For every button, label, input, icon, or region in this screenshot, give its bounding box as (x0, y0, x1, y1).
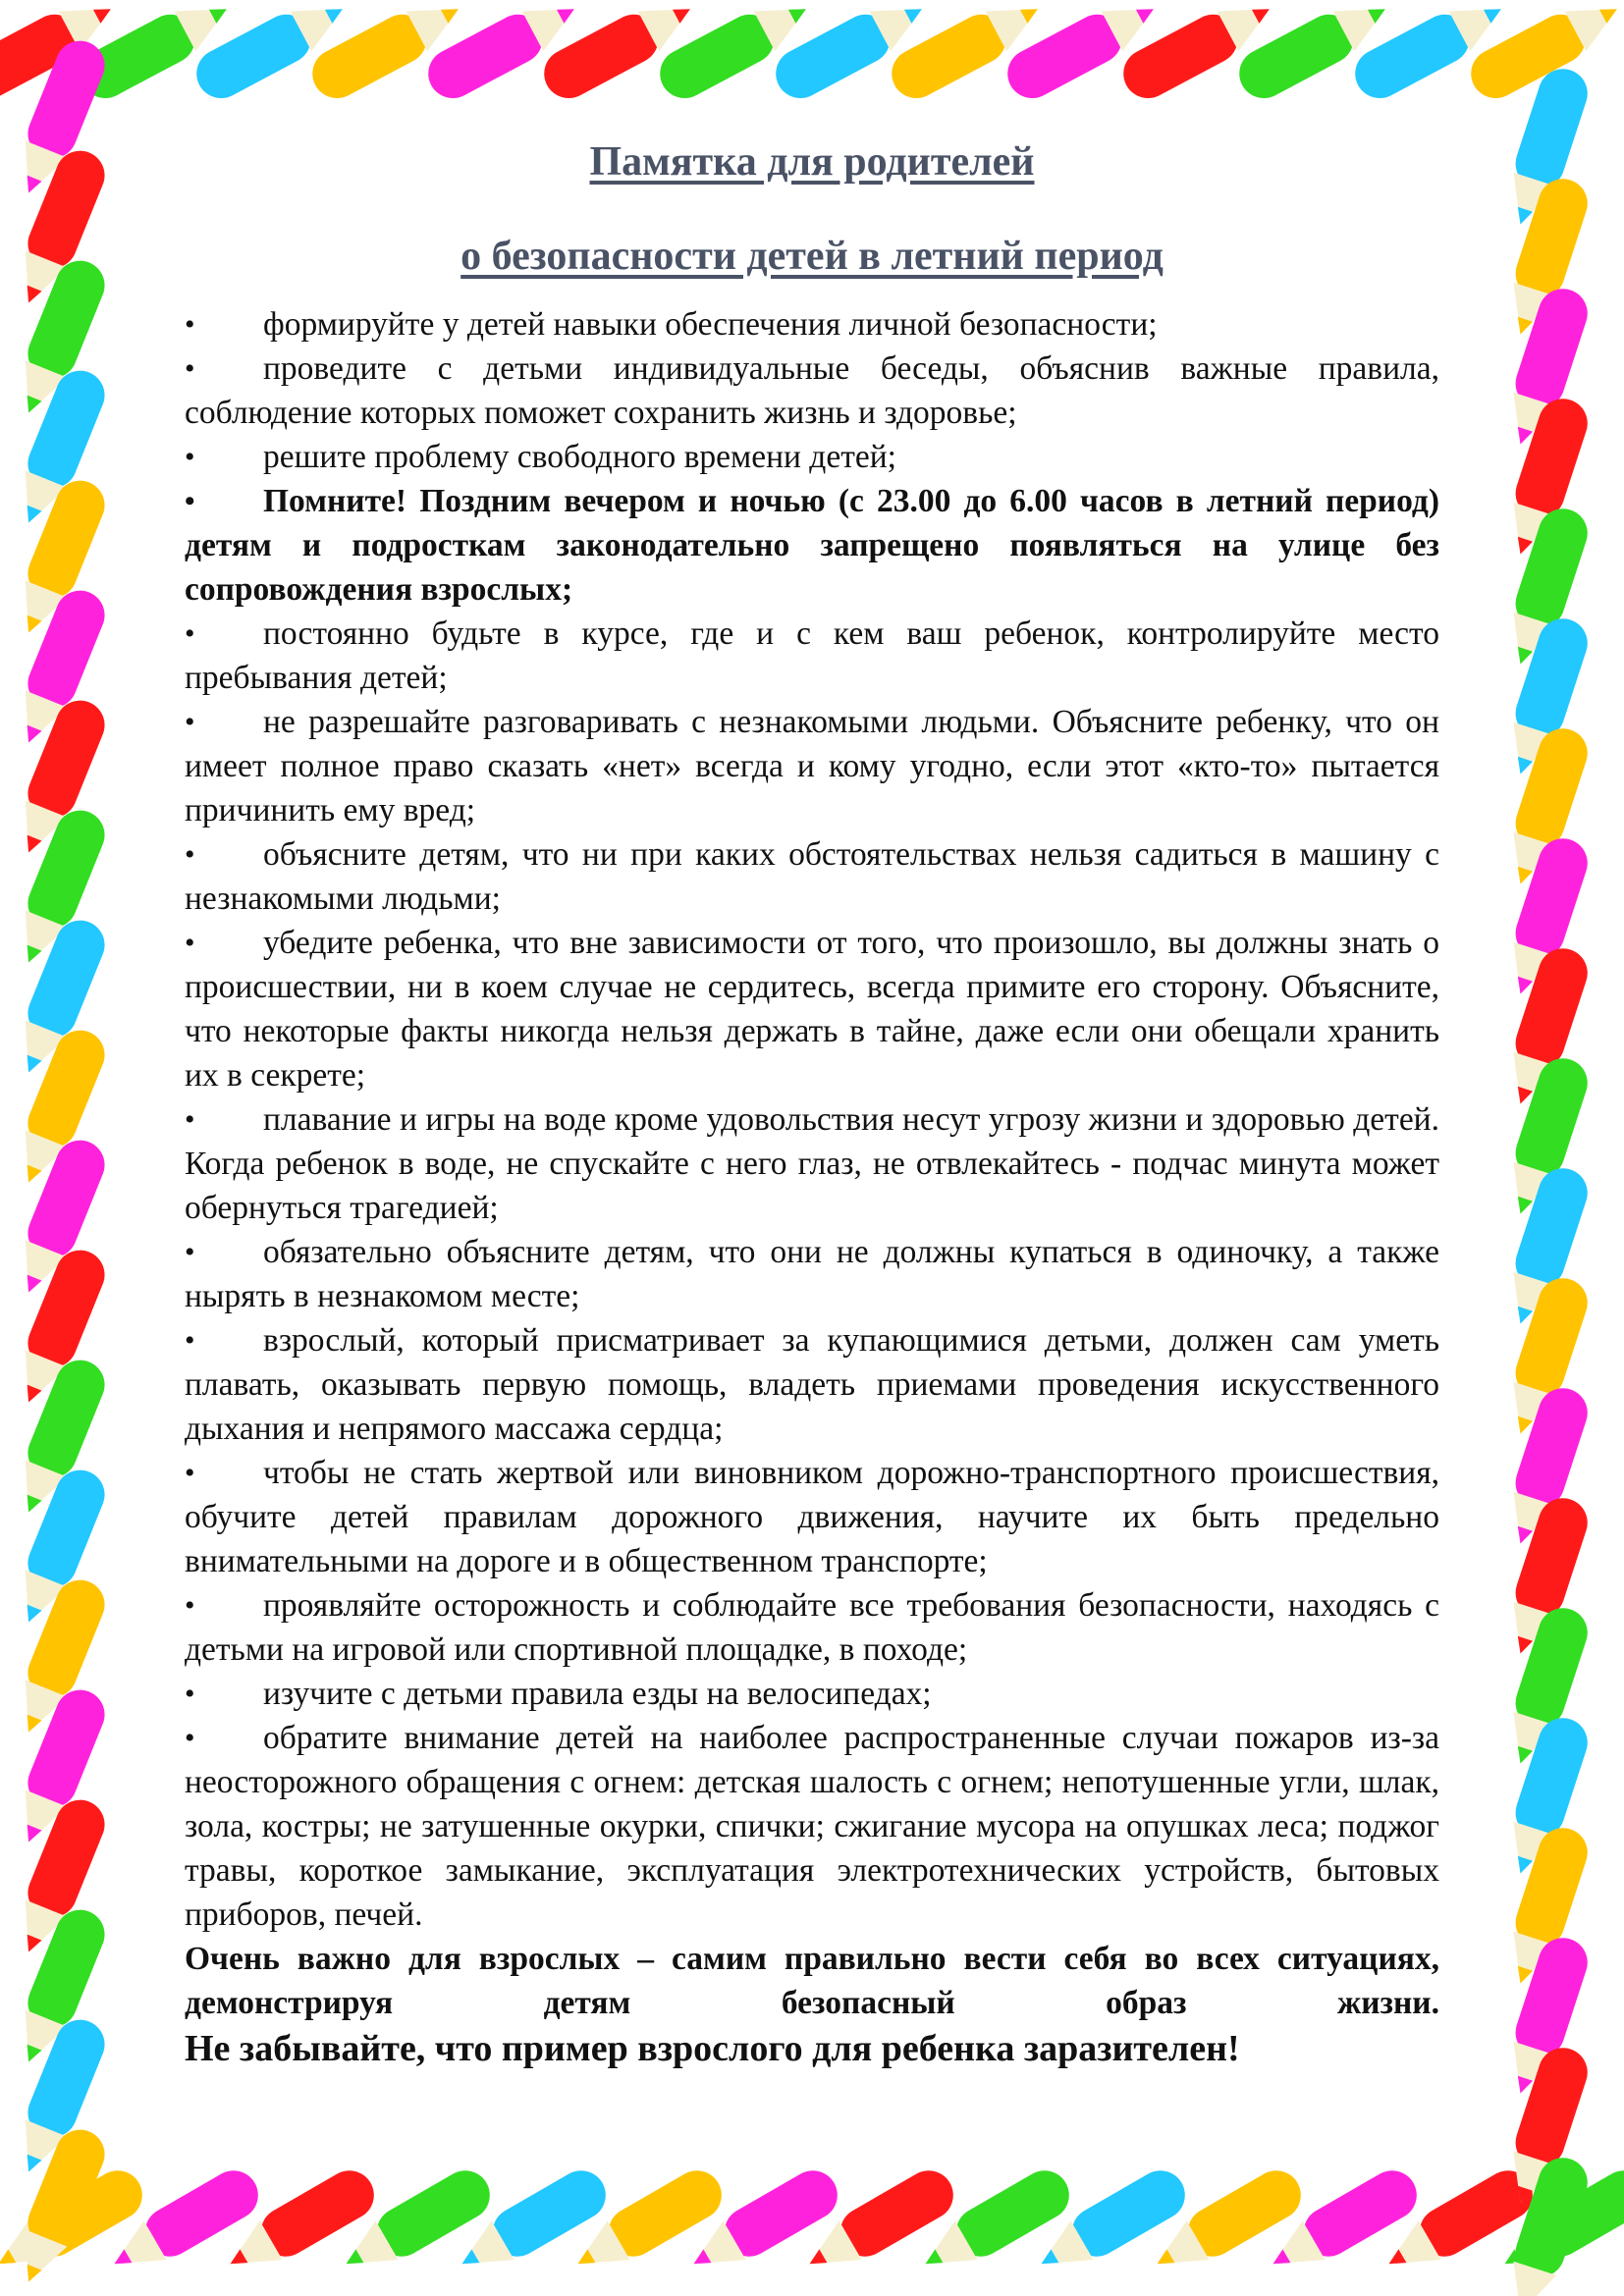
list-item (185, 347, 1439, 435)
list-item-text: постоянно будьте в курсе, где и с кем ваш ребенок, контролируйте место пребывания детей; (185, 615, 1439, 696)
list-item-text: Помните! Поздним вечером и ночью (с 23.00 до 6.00 часов в летний период) детям и подросткам законодательно запрещено появляться на улице без сопровождения взрослых; (185, 483, 1439, 608)
list-item-text: проявляйте осторожность и соблюдайте все требования безопасности, находясь с детьми на игровой или спортивной площадке, в походе; (185, 1587, 1439, 1668)
list-item (185, 1583, 1439, 1672)
list-item (185, 479, 1439, 612)
list-item-text: изучите с детьми правила езды на велосипедах; (263, 1676, 932, 1712)
list-item-text: убедите ребенка, что вне зависимости от того, что произошло, вы должны знать о происшествии, ни в коем случае не сердитесь, всегда примите его сторону. Объясните, что некоторые факты никогда нельзя держать в тайне, даже если они обещали хранить их в секрете; (185, 925, 1439, 1094)
list-item-text: решите проблему свободного времени детей; (263, 439, 896, 475)
page-title: Памятка для родителей (589, 139, 1035, 185)
list-item (185, 1672, 1439, 1716)
closing-note: Очень важно для взрослых – самим правильно вести себя во всех ситуациях, демонстрируя детям безопасный образ жизни. (185, 1941, 1439, 2021)
bullet-icon: • (185, 1324, 195, 1357)
list-item (185, 435, 1439, 479)
bullet-icon: • (185, 1457, 195, 1489)
list-item (185, 612, 1439, 700)
list-item-text: чтобы не стать жертвой или виновником дорожно-транспортного происшествия, обучите детей правилам дорожного движения, научите их быть предельно внимательными на дороге и в общественном транспорте; (185, 1455, 1439, 1579)
closing-slogan: Не забывайте, что пример взрослого для ребенка заразителен! (185, 2028, 1240, 2069)
memo-document (185, 135, 1439, 2072)
list-item-text: не разрешайте разговаривать с незнакомыми людьми. Объясните ребенку, что он имеет полное право сказать «нет» всегда и кому угодно, если этот «кто-то» пытается причинить ему вред; (185, 704, 1439, 828)
list-item (185, 832, 1439, 921)
list-item-text: проведите с детьми индивидуальные беседы, объяснив важные правила, соблюдение которых поможет сохранить жизнь и здоровье; (185, 350, 1439, 431)
bullet-icon: • (185, 927, 195, 959)
list-item-text: формируйте у детей навыки обеспечения личной безопасности; (263, 306, 1158, 343)
list-item (185, 1097, 1439, 1230)
bullet-icon: • (185, 706, 195, 738)
bullet-icon: • (185, 1722, 195, 1754)
page-subtitle: о безопасности детей в летний период (460, 234, 1164, 279)
list-item (185, 700, 1439, 832)
bullet-icon: • (185, 1589, 195, 1622)
list-item-text: объясните детям, что ни при каких обстоятельствах нельзя садиться в машину с незнакомыми людьми; (185, 836, 1439, 917)
bullet-icon: • (185, 441, 195, 473)
list-item (185, 1230, 1439, 1318)
list-item (185, 921, 1439, 1097)
list-item-text: обязательно объясните детям, что они не должны купаться в одиночку, а также нырять в незнакомом месте; (185, 1234, 1439, 1314)
list-item-text: взрослый, который присматривает за купающимися детьми, должен сам уметь плавать, оказывать первую помощь, владеть приемами проведения искусственного дыхания и непрямого массажа сердца; (185, 1322, 1439, 1447)
bullet-icon: • (185, 308, 195, 341)
list-item (185, 1318, 1439, 1451)
bullet-icon: • (185, 1678, 195, 1710)
list-item (185, 1716, 1439, 1937)
bullet-icon: • (185, 352, 195, 385)
list-item-text: обратите внимание детей на наиболее распространенные случаи пожаров из-за неосторожного обращения с огнем: детская шалость с огнем; непотушенные угли, шлак, зола, костры; не затушенные окурки, спички; сжигание мусора на опушках леса; поджог травы, короткое замыкание, эксплуатация электротехнических устройств, бытовых приборов, печей. (185, 1720, 1439, 1933)
list-item (185, 1451, 1439, 1583)
bullet-icon: • (185, 1103, 195, 1136)
bullet-icon: • (185, 485, 195, 517)
bullet-icon: • (185, 1236, 195, 1268)
bullet-icon: • (185, 838, 195, 871)
advice-list (185, 302, 1439, 1937)
list-item-text: плавание и игры на воде кроме удовольствия несут угрозу жизни и здоровью детей. Когда ребенок в воде, не спускайте с него глаз, не отвлекайтесь - подчас минута может обернуться трагедией; (185, 1101, 1439, 1226)
bullet-icon: • (185, 617, 195, 650)
list-item (185, 302, 1439, 347)
